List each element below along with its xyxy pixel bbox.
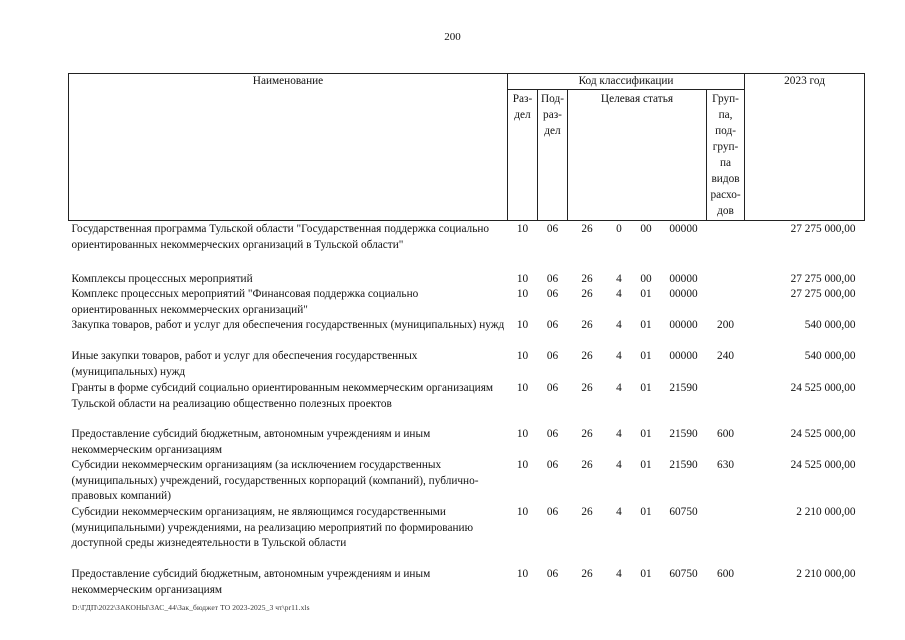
row-target-direction: 21590	[669, 428, 698, 440]
row-section: 10	[516, 568, 529, 580]
header-subsection-label: Под- раз- дел	[541, 93, 564, 137]
header-name: Наименование	[69, 74, 508, 221]
row-target-direction: 21590	[669, 459, 698, 471]
row-target-complex: 01	[640, 288, 652, 300]
row-section: 10	[516, 350, 529, 362]
row-subsection: 06	[546, 382, 559, 394]
row-target-complex: 00	[640, 272, 652, 285]
row-target-type: 4	[616, 459, 622, 471]
row-name: Государственная программа Тульской области "Государственная поддержка социально ориентированных некоммерческих организаций в Тульской области"	[71, 223, 490, 251]
row-expense-group: 600	[717, 428, 734, 440]
header-target-article: Целевая статья	[568, 90, 707, 221]
row-target-complex: 01	[640, 568, 652, 580]
row-amount: 27 275 000,00	[790, 272, 856, 285]
file-path-footer: D:\ГДП\2022\ЗАКОНЫ\ЗАС_44\Зак_бюджет ТО 2023-2025_3 чт\pr11.xls	[72, 603, 310, 612]
row-target-complex: 01	[640, 319, 652, 331]
table-row	[69, 427, 865, 458]
row-expense-group: 200	[717, 319, 734, 331]
row-target-direction: 00000	[669, 223, 698, 235]
row-section: 10	[516, 223, 529, 235]
table-row	[69, 458, 865, 505]
header-expense-group-label: Груп- па, под- груп- па видов расхо- дов	[710, 93, 741, 217]
row-target-type: 4	[616, 288, 622, 300]
row-target-complex: 01	[640, 382, 652, 394]
row-target-program: 26	[581, 288, 593, 300]
row-target-type: 4	[616, 319, 622, 331]
table-row	[69, 221, 865, 272]
row-name: Субсидии некоммерческим организациям, не являющимся государственными (муниципальными) учреждениями, на реализацию мероприятий по формированию доступной среды жизнедеятельности в Тульской области	[71, 506, 474, 549]
row-section: 10	[516, 319, 529, 331]
row-amount: 27 275 000,00	[790, 223, 856, 235]
row-name: Комплексы процессных мероприятий	[71, 272, 253, 285]
table-header	[69, 74, 865, 221]
header-expense-group	[707, 90, 745, 221]
budget-table	[68, 73, 865, 598]
row-target-direction: 60750	[669, 506, 698, 518]
row-target-program: 26	[581, 382, 593, 394]
row-subsection: 06	[546, 350, 559, 362]
row-name: Предоставление субсидий бюджетным, автономным учреждениям и иным некоммерческим организациям	[71, 428, 431, 456]
row-subsection: 06	[546, 319, 559, 331]
row-target-program: 26	[581, 272, 593, 285]
table-row	[69, 318, 865, 349]
row-section: 10	[516, 428, 529, 440]
row-target-program: 26	[581, 428, 593, 440]
header-subsection	[538, 90, 568, 221]
row-section: 10	[516, 272, 529, 285]
header-year: 2023 год	[745, 74, 865, 221]
row-expense-group	[707, 287, 745, 318]
table-row	[69, 505, 865, 567]
row-expense-group	[707, 505, 745, 567]
row-subsection: 06	[546, 506, 559, 518]
row-name: Предоставление субсидий бюджетным, автономным учреждениям и иным некоммерческим организациям	[71, 568, 431, 596]
page-number: 200	[444, 31, 461, 43]
table-row	[69, 567, 865, 598]
row-section: 10	[516, 459, 529, 471]
row-amount: 2 210 000,00	[796, 568, 856, 580]
header-section	[508, 90, 538, 221]
row-expense-group: 600	[717, 568, 734, 580]
table-body	[69, 221, 865, 599]
row-target-direction: 00000	[669, 319, 698, 331]
row-expense-group: 240	[717, 350, 734, 362]
row-amount: 27 275 000,00	[790, 288, 856, 300]
row-amount: 24 525 000,00	[790, 428, 856, 440]
row-target-complex: 01	[640, 506, 652, 518]
row-target-type: 4	[616, 382, 622, 394]
row-target-complex: 01	[640, 459, 652, 471]
row-subsection: 06	[546, 288, 559, 300]
row-target-program: 26	[581, 459, 593, 471]
row-target-type: 0	[616, 223, 622, 235]
table-row	[69, 272, 865, 288]
row-subsection: 06	[546, 568, 559, 580]
row-target-program: 26	[581, 506, 593, 518]
row-target-program: 26	[581, 223, 593, 235]
row-target-type: 4	[616, 568, 622, 580]
row-target-complex: 01	[640, 428, 652, 440]
row-subsection: 06	[546, 459, 559, 471]
row-amount: 540 000,00	[804, 319, 856, 331]
table-row	[69, 349, 865, 381]
row-name: Иные закупки товаров, работ и услуг для обеспечения государственных (муниципальных) нужд	[71, 350, 418, 378]
row-target-complex: 01	[640, 350, 652, 362]
header-classification-code: Код классификации	[508, 74, 745, 90]
header-section-label: Раз- дел	[512, 93, 533, 121]
row-target-direction: 00000	[669, 288, 698, 300]
row-name: Комплекс процессных мероприятий "Финансовая поддержка социально ориентированных некоммерческих организаций"	[71, 288, 419, 316]
row-amount: 2 210 000,00	[796, 506, 856, 518]
row-amount: 24 525 000,00	[790, 459, 856, 471]
row-name: Гранты в форме субсидий социально ориентированным некоммерческим организациям Тульской области на реализацию общественно полезных проектов	[71, 382, 494, 410]
row-target-direction: 60750	[669, 568, 698, 580]
row-expense-group: 630	[717, 459, 734, 471]
row-target-program: 26	[581, 350, 593, 362]
row-target-program: 26	[581, 568, 593, 580]
row-target-direction: 00000	[669, 272, 698, 285]
row-subsection: 06	[546, 428, 559, 440]
row-amount: 540 000,00	[804, 350, 856, 362]
row-section: 10	[516, 382, 529, 394]
row-target-program: 26	[581, 319, 593, 331]
row-subsection: 06	[546, 272, 559, 285]
table-row	[69, 381, 865, 427]
row-subsection: 06	[546, 223, 559, 235]
row-target-type: 4	[616, 506, 622, 518]
row-expense-group	[707, 272, 745, 288]
row-section: 10	[516, 506, 529, 518]
row-name: Субсидии некоммерческим организациям (за исключением государственных (муниципальных) учреждений, государственных корпораций (компаний), публично-правовых компаний)	[71, 459, 479, 502]
row-target-direction: 00000	[669, 350, 698, 362]
row-amount: 24 525 000,00	[790, 382, 856, 394]
row-target-type: 4	[616, 272, 622, 285]
table-row	[69, 287, 865, 318]
row-target-direction: 21590	[669, 382, 698, 394]
row-expense-group	[707, 381, 745, 427]
row-section: 10	[516, 288, 529, 300]
row-target-type: 4	[616, 428, 622, 440]
row-name: Закупка товаров, работ и услуг для обеспечения государственных (муниципальных) нужд	[71, 319, 505, 331]
row-target-complex: 00	[640, 223, 652, 235]
row-expense-group	[707, 221, 745, 272]
row-target-type: 4	[616, 350, 622, 362]
